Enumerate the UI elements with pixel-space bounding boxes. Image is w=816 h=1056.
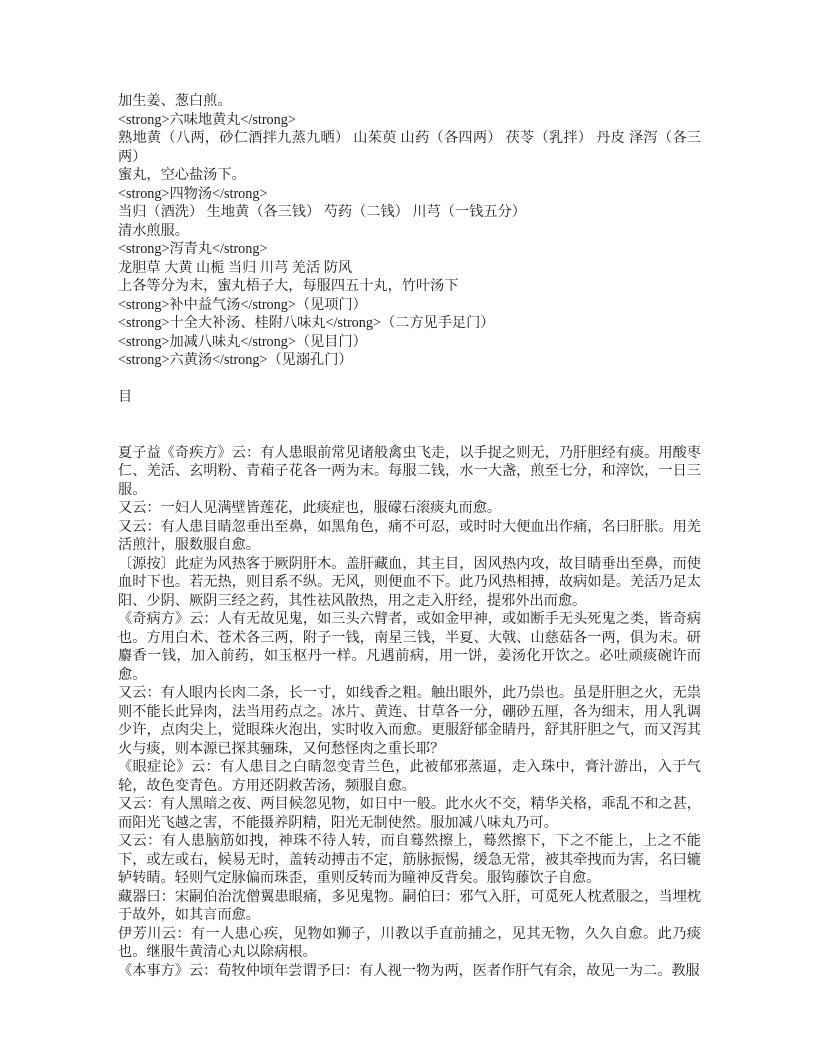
prescription-line: 上各等分为末，蜜丸梧子大，每服四五十丸，竹叶汤下 xyxy=(118,278,459,294)
body-paragraph: 又云：有人黑暗之夜、两目候忽见物，如日中一般。此水火不交，精华关格，乖乱不和之甚，而阳光飞越之害，不能摄养阴精，阳光无制使然。服加减八味丸乃可。 xyxy=(118,796,701,831)
formula-title-line: <strong>十全大补汤、桂附八味丸</strong>（二方见手足门） xyxy=(118,315,495,331)
formula-title-line: <strong>泻青丸</strong> xyxy=(118,241,268,257)
body-paragraph: 伊芳川云：有一人患心疾，见物如狮子，川教以手直前捕之，见其无物，久久自愈。此乃痰也。继服牛黄清心丸以除病根。 xyxy=(118,925,701,960)
formula-title-line: <strong>加减八味丸</strong>（见目门） xyxy=(118,333,367,350)
body-paragraph: 又云：一妇人见满壁皆莲花，此痰症也，服礞石滚痰丸而愈。 xyxy=(118,500,502,516)
body-paragraph: 〔源按〕此症为风热客于厥阴肝木。盖肝藏血，其主目，因风热内攻，故目睛垂出至鼻，而使血时下也。若无热，则目系不纵。无风，则便血不下。此乃风热相搏，故病如是。羌活乃足太阳、少阴、厥阴三经之药，其性祛风散热，用之走入肝经，提邪外出而愈。 xyxy=(118,555,701,609)
prescription-line: 龙胆草 大黄 山栀 当归 川芎 羌活 防风 xyxy=(118,259,353,276)
body-paragraph: 藏器曰：宋嗣伯治沈僧翼患眼痛，多见鬼物。嗣伯曰：邪气入肝，可觅死人枕煮服之，当埋枕于故外，如其言而愈。 xyxy=(118,888,701,923)
prescription-line: 熟地黄（八两，砂仁酒拌九蒸九晒） 山茱萸 山药（各四两） 茯苓（乳拌） 丹皮 泽泻（各三两） xyxy=(118,130,701,165)
body-paragraph: 又云：有人眼内长肉二条，长一寸，如线香之粗。触出眼外，此乃祟也。虽是肝胆之火，无祟则不能长此异肉，法当用药点之。冰片、黄连、甘草各一分，硼砂五厘，各为细末，用人乳调少许，点肉尖上，觉眼珠火泡出，实时收入而愈。更服舒郁金睛丹，舒其肝胆之气，而又泻其火与痰，则本源已探其骊珠，又何愁怪肉之重长耶？ xyxy=(118,685,701,757)
prescription-line: 清水煎服。 xyxy=(118,222,189,239)
body-paragraph: 又云：有人患脑筋如拽，神珠不待人转，而自蓦然擦上，蓦然擦下，下之不能上，上之不能下，或左或右，候易无时，盖转动搏击不定，筋脉振惕，缓急无常，被其牵拽而为害，名曰辘轳转睛。轻则气定脉偏而珠歪，重则反转而为瞳神反背矣。服钩藤饮子自愈。 xyxy=(118,833,701,886)
prescription-line: 加生姜、葱白煎。 xyxy=(118,93,232,109)
body-paragraph: 又云：有人患目睛忽垂出至鼻，如黑角色，痛不可忍，或时时大便血出作痛，名曰肝胀。用羌活煎汁，服数服自愈。 xyxy=(118,518,701,553)
blank-lines xyxy=(118,407,701,444)
body-paragraph: 夏子益《奇疾方》云：有人患眼前常见诸般禽虫飞走，以手捉之则无，乃肝胆经有痰。用酸枣仁、羌活、玄明粉、青葙子花各一两为末。每服二钱，水一大盏，煎至七分，和滓饮，一日三服。 xyxy=(118,444,701,498)
body-paragraph: 《奇病方》云：人有无故见鬼，如三头六臂者，或如金甲神，或如断手无头死鬼之类，皆奇病也。方用白术、苍术各三两，附子一钱，南星三钱，半夏、大戟、山慈菇各一两，俱为末。研麝香一钱，加入前药，如玉枢丹一样。凡遇前病，用一饼，姜汤化开饮之。必吐顽痰碗许而愈。 xyxy=(118,611,701,683)
section-heading: 目 xyxy=(118,389,133,405)
prescription-line: 蜜丸，空心盐汤下。 xyxy=(118,167,246,183)
formula-title-line: <strong>六黄汤</strong>（见溺孔门） xyxy=(118,352,353,368)
blank-line xyxy=(118,370,701,389)
body-paragraph: 《眼症论》云：有人患目之白睛忽变青兰色，此被郁邪蒸逼，走入珠中，膏汁游出，入于气轮，故色变青色。方用还阴救苦汤，频服自愈。 xyxy=(118,759,701,794)
formula-title-line: <strong>六味地黄丸</strong> xyxy=(118,111,296,128)
prescription-line: 当归（酒洗） 生地黄（各三钱） 芍药（二钱） 川芎（一钱五分） xyxy=(118,204,526,220)
formula-title-line: <strong>补中益气汤</strong>（见项门） xyxy=(118,296,367,313)
formula-title-line: <strong>四物汤</strong> xyxy=(118,185,268,202)
page-text-block xyxy=(118,92,701,980)
body-paragraph: 《本事方》云：荀牧仲顷年尝谓予曰：有人视一物为两，医者作肝气有余，故见一为二。教服 xyxy=(118,962,700,979)
